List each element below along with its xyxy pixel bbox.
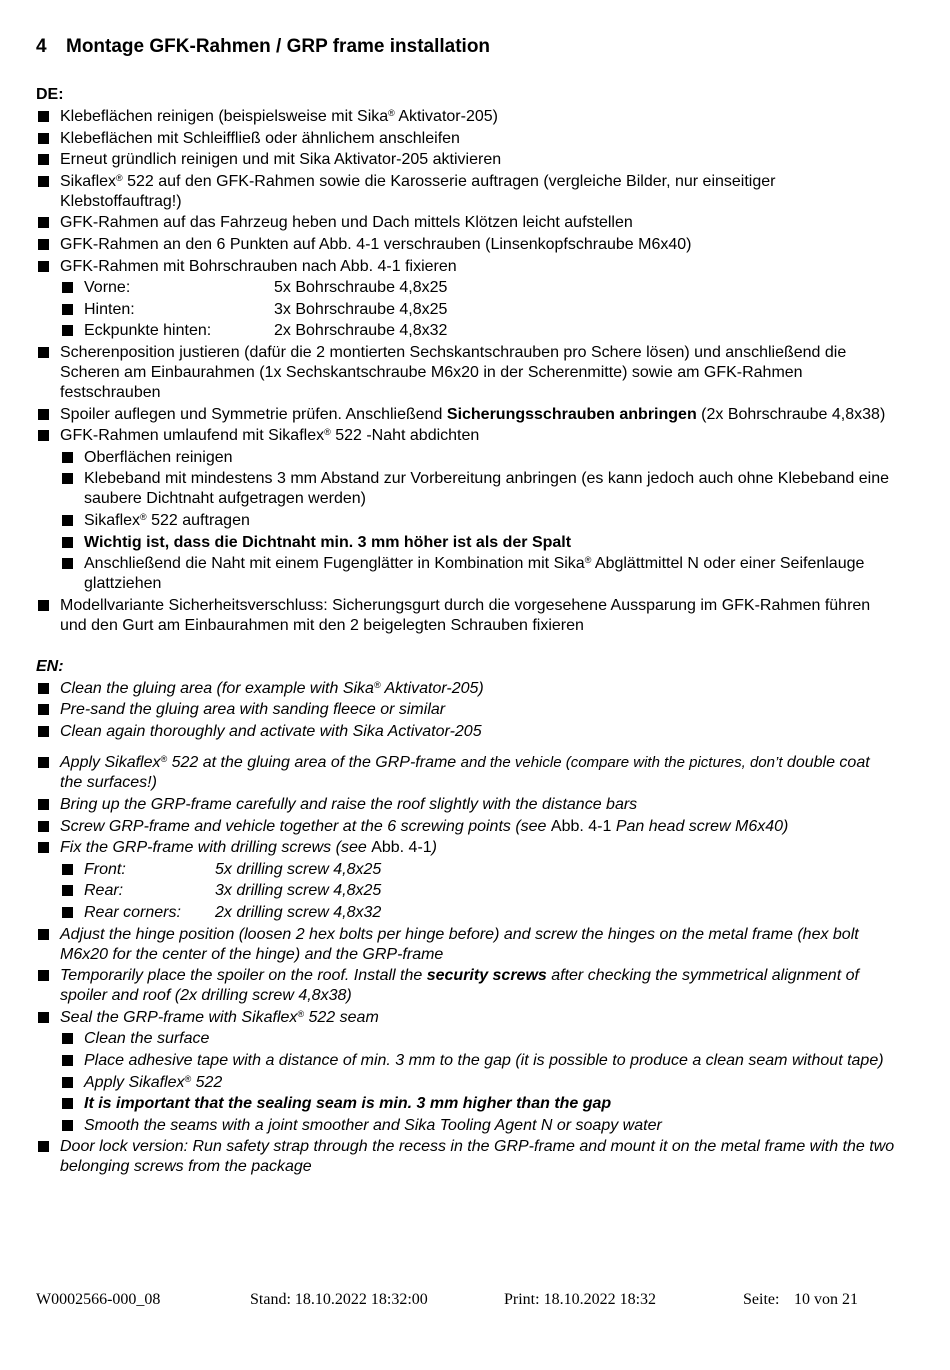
footer-print: Print: 18.10.2022 18:32 xyxy=(504,1291,657,1308)
list-item: Seal the GRP-frame with Sikaflex® 522 seam Clean the surface Place adhesive tape with a distance of min. 3 mm to the gap (it is possible to produce a clean seam without tape) Apply Sikaflex® 522 It is important that the sealing seam is min. 3 mm higher than the gap Smooth the seams with a joint smoother and Sika Tooling Agent N or soapy water xyxy=(36,1008,896,1136)
list-item: Adjust the hinge position (loosen 2 hex bolts per hinge before) and screw the hinges on the metal frame (hex bolt M6x20 for the center of the hinge) and the GRP-frame xyxy=(36,925,896,965)
list-item: Spoiler auflegen und Symmetrie prüfen. Anschließend Sicherungsschrauben anbringen (2x Bohrschraube 4,8x38) xyxy=(36,405,896,425)
list-item: Klebeflächen mit Schleiffließ oder ähnlichem anschleifen xyxy=(36,129,896,149)
en-seal-list xyxy=(60,1029,896,1135)
list-item: GFK-Rahmen mit Bohrschrauben nach Abb. 4-1 fixieren Vorne: 5x Bohrschraube 4,8x25 Hinten: 3x Bohrschraube 4,8x25 Eckpunkte hinten: 2x Bohrschraube 4,8x32 xyxy=(36,257,896,342)
sub-list-item: Sikaflex® 522 auftragen xyxy=(60,511,896,531)
de-screw-list xyxy=(60,278,896,341)
list-item: GFK-Rahmen umlaufend mit Sikaflex® 522 -Naht abdichten Oberflächen reinigen Klebeband mit mindestens 3 mm Abstand zur Vorbereitung anbringen (es kann jedoch auch ohne Klebeband eine saubere Dichtnaht aufgetragen werden) Sikaflex® 522 auftragen Wichtig ist, dass die Dichtnaht min. 3 mm höher ist als der Spalt Anschließend die Naht mit einem Fugenglätter in Kombination mit Sika® Abglättmittel N oder einer Seifenlauge glattziehen xyxy=(36,426,896,594)
de-label: DE: xyxy=(36,86,64,103)
list-item: Clean again thoroughly and activate with Sika Activator-205 xyxy=(36,722,896,742)
sub-list-item: Klebeband mit mindestens 3 mm Abstand zur Vorbereitung anbringen (es kann jedoch auch ohne Klebeband eine saubere Dichtnaht aufgetragen werden) xyxy=(60,469,896,509)
sub-list-item: Vorne: 5x Bohrschraube 4,8x25 xyxy=(60,278,896,298)
list-item: Fix the GRP-frame with drilling screws (see Abb. 4-1) Front: 5x drilling screw 4,8x25 Rear: 3x drilling screw 4,8x25 Rear corners: 2x drilling screw 4,8x32 xyxy=(36,838,896,923)
sub-list-item: Rear corners: 2x drilling screw 4,8x32 xyxy=(60,903,896,923)
sub-list-item: Clean the surface xyxy=(60,1029,896,1049)
section-title: Montage GFK-Rahmen / GRP frame installation xyxy=(66,36,491,57)
en-list xyxy=(36,679,896,742)
list-item: GFK-Rahmen an den 6 Punkten auf Abb. 4-1 verschrauben (Linsenkopfschraube M6x40) xyxy=(36,235,896,255)
de-list xyxy=(36,107,896,636)
sub-list-item: Place adhesive tape with a distance of min. 3 mm to the gap (it is possible to produce a clean seam without tape) xyxy=(60,1051,896,1071)
en-screw-list xyxy=(60,860,896,923)
footer-page-number: 10 von 21 xyxy=(794,1291,858,1308)
list-item: Apply Sikaflex® 522 at the gluing area of the GRP-frame and the vehicle (compare with the pictures, don’t double coat the surfaces!) xyxy=(36,753,896,793)
footer-doc-id: W0002566-000_08 xyxy=(36,1291,161,1308)
en-label: EN: xyxy=(36,657,64,675)
list-item: Klebeflächen reinigen (beispielsweise mit Sika® Aktivator-205) xyxy=(36,107,896,127)
sub-list-item: Oberflächen reinigen xyxy=(60,448,896,468)
section-number: 4 xyxy=(36,36,47,57)
list-item: Scherenposition justieren (dafür die 2 montierten Sechskantschrauben pro Schere lösen) und anschließend die Scheren am Einbaurahmen (1x Sechskantschraube M6x20 in der Scherenmitte) sowie am GFK-Rahmen festschrauben xyxy=(36,343,896,403)
section-heading xyxy=(36,36,896,58)
sub-list-item: Rear: 3x drilling screw 4,8x25 xyxy=(60,881,896,901)
sub-list-item: Anschließend die Naht mit einem Fugenglätter in Kombination mit Sika® Abglättmittel N oder einer Seifenlauge glattziehen xyxy=(60,554,896,594)
sub-list-item: Smooth the seams with a joint smoother and Sika Tooling Agent N or soapy water xyxy=(60,1116,896,1136)
list-item: Door lock version: Run safety strap through the recess in the GRP-frame and mount it on the metal frame with the two belonging screws from the package xyxy=(36,1137,896,1177)
list-item: Sikaflex® 522 auf den GFK-Rahmen sowie die Karosserie auftragen (vergleiche Bilder, nur einseitiger Klebstoffauftrag!) xyxy=(36,172,896,212)
sub-list-item: It is important that the sealing seam is min. 3 mm higher than the gap xyxy=(60,1094,896,1114)
footer-stand: Stand: 18.10.2022 18:32:00 xyxy=(250,1291,428,1308)
sub-list-item: Eckpunkte hinten: 2x Bohrschraube 4,8x32 xyxy=(60,321,896,341)
de-seal-list xyxy=(60,448,896,594)
list-item: Bring up the GRP-frame carefully and raise the roof slightly with the distance bars xyxy=(36,795,896,815)
list-item: Pre-sand the gluing area with sanding fleece or similar xyxy=(36,700,896,720)
en-list-continued xyxy=(36,753,896,1177)
sub-list-item: Hinten: 3x Bohrschraube 4,8x25 xyxy=(60,300,896,320)
list-item: Clean the gluing area (for example with Sika® Aktivator-205) xyxy=(36,679,896,699)
list-item: Erneut gründlich reinigen und mit Sika Aktivator-205 aktivieren xyxy=(36,150,896,170)
sub-list-item: Apply Sikaflex® 522 xyxy=(60,1073,896,1093)
footer-page-label: Seite: xyxy=(743,1291,780,1308)
list-item: Modellvariante Sicherheitsverschluss: Sicherungsgurt durch die vorgesehene Aussparung im GFK-Rahmen führen und den Gurt am Einbaurahmen mit den 2 beigelegten Schrauben fixieren xyxy=(36,596,896,636)
sub-list-item: Front: 5x drilling screw 4,8x25 xyxy=(60,860,896,880)
list-item: Temporarily place the spoiler on the roof. Install the security screws after checking the symmetrical alignment of spoiler and roof (2x drilling screw 4,8x38) xyxy=(36,966,896,1006)
list-item: GFK-Rahmen auf das Fahrzeug heben und Dach mittels Klötzen leicht aufstellen xyxy=(36,213,896,233)
spacer xyxy=(36,743,896,753)
document-page xyxy=(36,36,896,1179)
list-item: Screw GRP-frame and vehicle together at the 6 screwing points (see Abb. 4-1 Pan head screw M6x40) xyxy=(36,817,896,837)
sub-list-item: Wichtig ist, dass die Dichtnaht min. 3 mm höher ist als der Spalt xyxy=(60,533,896,553)
